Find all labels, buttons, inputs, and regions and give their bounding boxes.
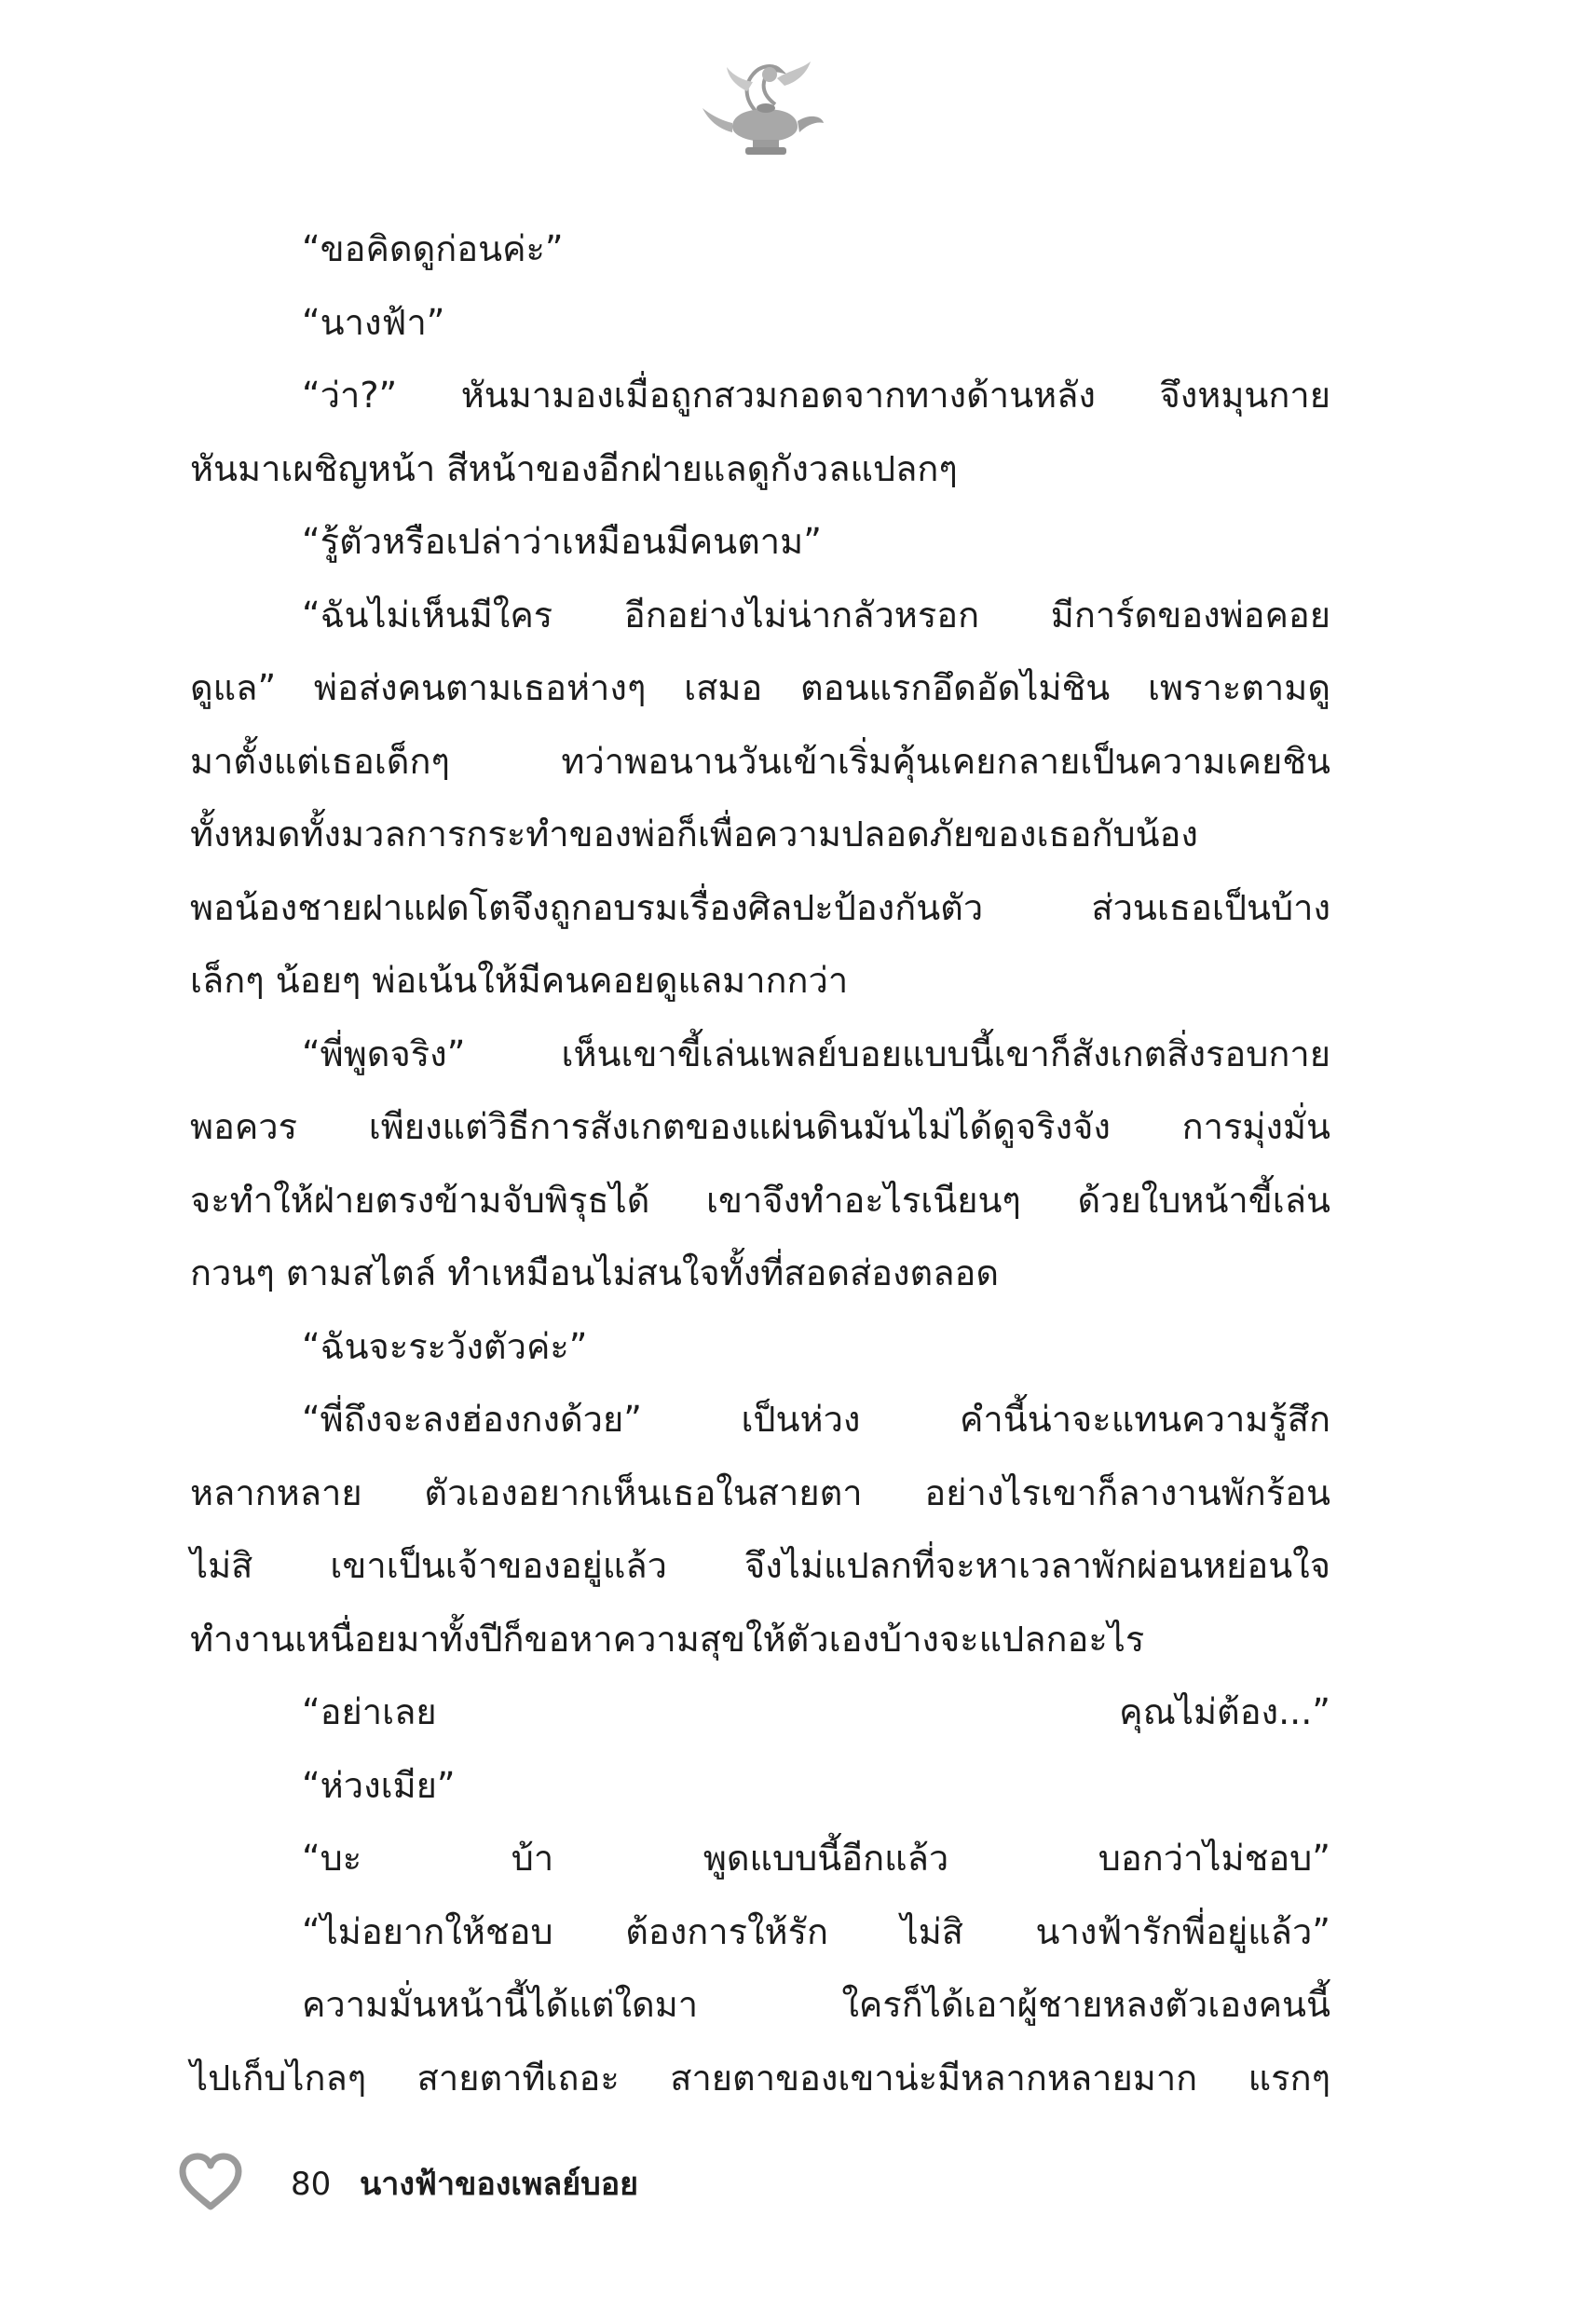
text-line: เล็กๆ น้อยๆ พ่อเน้นให้มีคนคอยดูแลมากกว่า (190, 960, 849, 1001)
text-line: “ห่วงเมีย” (302, 1764, 456, 1806)
text-line: ดูแล” พ่อส่งคนตามเธอห่างๆ เสมอ ตอนแรกอึดอัดไม่ชิน เพราะตามดู (190, 667, 1330, 708)
text-line: “ไม่อยากให้ชอบ ต้องการให้รัก ไม่สิ นางฟ้ารักพี่อยู่แล้ว” (302, 1910, 1330, 1952)
text-line: “ขอคิดดูก่อนค่ะ” (302, 228, 564, 269)
text-line: กวนๆ ตามสไตล์ ทำเหมือนไม่สนใจทั้งที่สอดส่องตลอด (190, 1252, 1000, 1293)
text-line: “พี่พูดจริง” เห็นเขาขี้เล่นเพลย์บอยแบบนี้เขาก็สังเกตสิ่งรอบกาย (302, 1032, 1330, 1074)
text-line: พอน้องชายฝาแฝดโตจึงถูกอบรมเรื่องศิลปะป้องกันตัว ส่วนเธอเป็นบ้าง (190, 886, 1330, 928)
text-line: ความมั่นหน้านี้ได้แต่ใดมา ใครก็ได้เอาผู้ชายหลงตัวเองคนนี้ (302, 1984, 1330, 2025)
heart-outline-icon (177, 2151, 244, 2212)
text-line: มาตั้งแต่เธอเด็กๆ ทว่าพอนานวันเข้าเริ่มคุ้นเคยกลายเป็นความเคยชิน (190, 740, 1330, 782)
text-line: “ฉันไม่เห็นมีใคร อีกอย่างไม่น่ากลัวหรอก มีการ์ดของพ่อคอย (302, 594, 1330, 636)
text-line: “ว่า?” หันมามองเมื่อถูกสวมกอดจากทางด้านหลัง จึงหมุนกาย (302, 375, 1330, 416)
text-line: หันมาเผชิญหน้า สีหน้าของอีกฝ่ายแลดูกังวลแปลกๆ (190, 447, 958, 489)
text-line: ไม่สิ เขาเป็นเจ้าของอยู่แล้ว จึงไม่แปลกที่จะหาเวลาพักผ่อนหย่อนใจ (190, 1545, 1330, 1586)
text-line: “อย่าเลย คุณไม่ต้อง...” (302, 1691, 1330, 1732)
text-line: “นางฟ้า” (302, 301, 445, 343)
text-line: จะทำให้ฝ่ายตรงข้ามจับพิรุธได้ เขาจึงทำอะไรเนียนๆ ด้วยใบหน้าขี้เล่น (190, 1179, 1330, 1221)
page-number: 80 (291, 2166, 332, 2203)
text-line: “ฉันจะระวังตัวค่ะ” (302, 1325, 588, 1367)
body-text (190, 212, 1330, 2114)
page-footer (177, 2151, 1016, 2225)
text-line: “พี่ถึงจะลงฮ่องกงด้วย” เป็นห่วง คำนี้น่าจะแทนความรู้สึก (302, 1399, 1330, 1440)
text-line: หลากหลาย ตัวเองอยากเห็นเธอในสายตา อย่างไรเขาก็ลางานพักร้อน (190, 1471, 1330, 1513)
text-line: พอควร เพียงแต่วิธีการสังเกตของแผ่นดินมันไม่ได้ดูจริงจัง การมุ่งมั่น (190, 1106, 1330, 1147)
text-line: “บะ บ้า พูดแบบนี้อีกแล้ว บอกว่าไม่ชอบ” (302, 1838, 1330, 1879)
text-line: ทำงานเหนื่อยมาทั้งปีก็ขอหาความสุขให้ตัวเองบ้างจะแปลกอะไร (190, 1618, 1145, 1660)
text-line: ทั้งหมดทั้งมวลการกระทำของพ่อก็เพื่อความปลอดภัยของเธอกับน้อง (190, 814, 1198, 855)
text-line: ไปเก็บไกลๆ สายตาทีเถอะ สายตาของเขาน่ะมีหลากหลายมาก แรกๆ (190, 2057, 1330, 2099)
book-title: นางฟ้าของเพลย์บอย (360, 2166, 639, 2203)
text-line: “รู้ตัวหรือเปล่าว่าเหมือนมีคนตาม” (302, 521, 822, 562)
genie-lamp-ornament-icon (691, 54, 831, 161)
